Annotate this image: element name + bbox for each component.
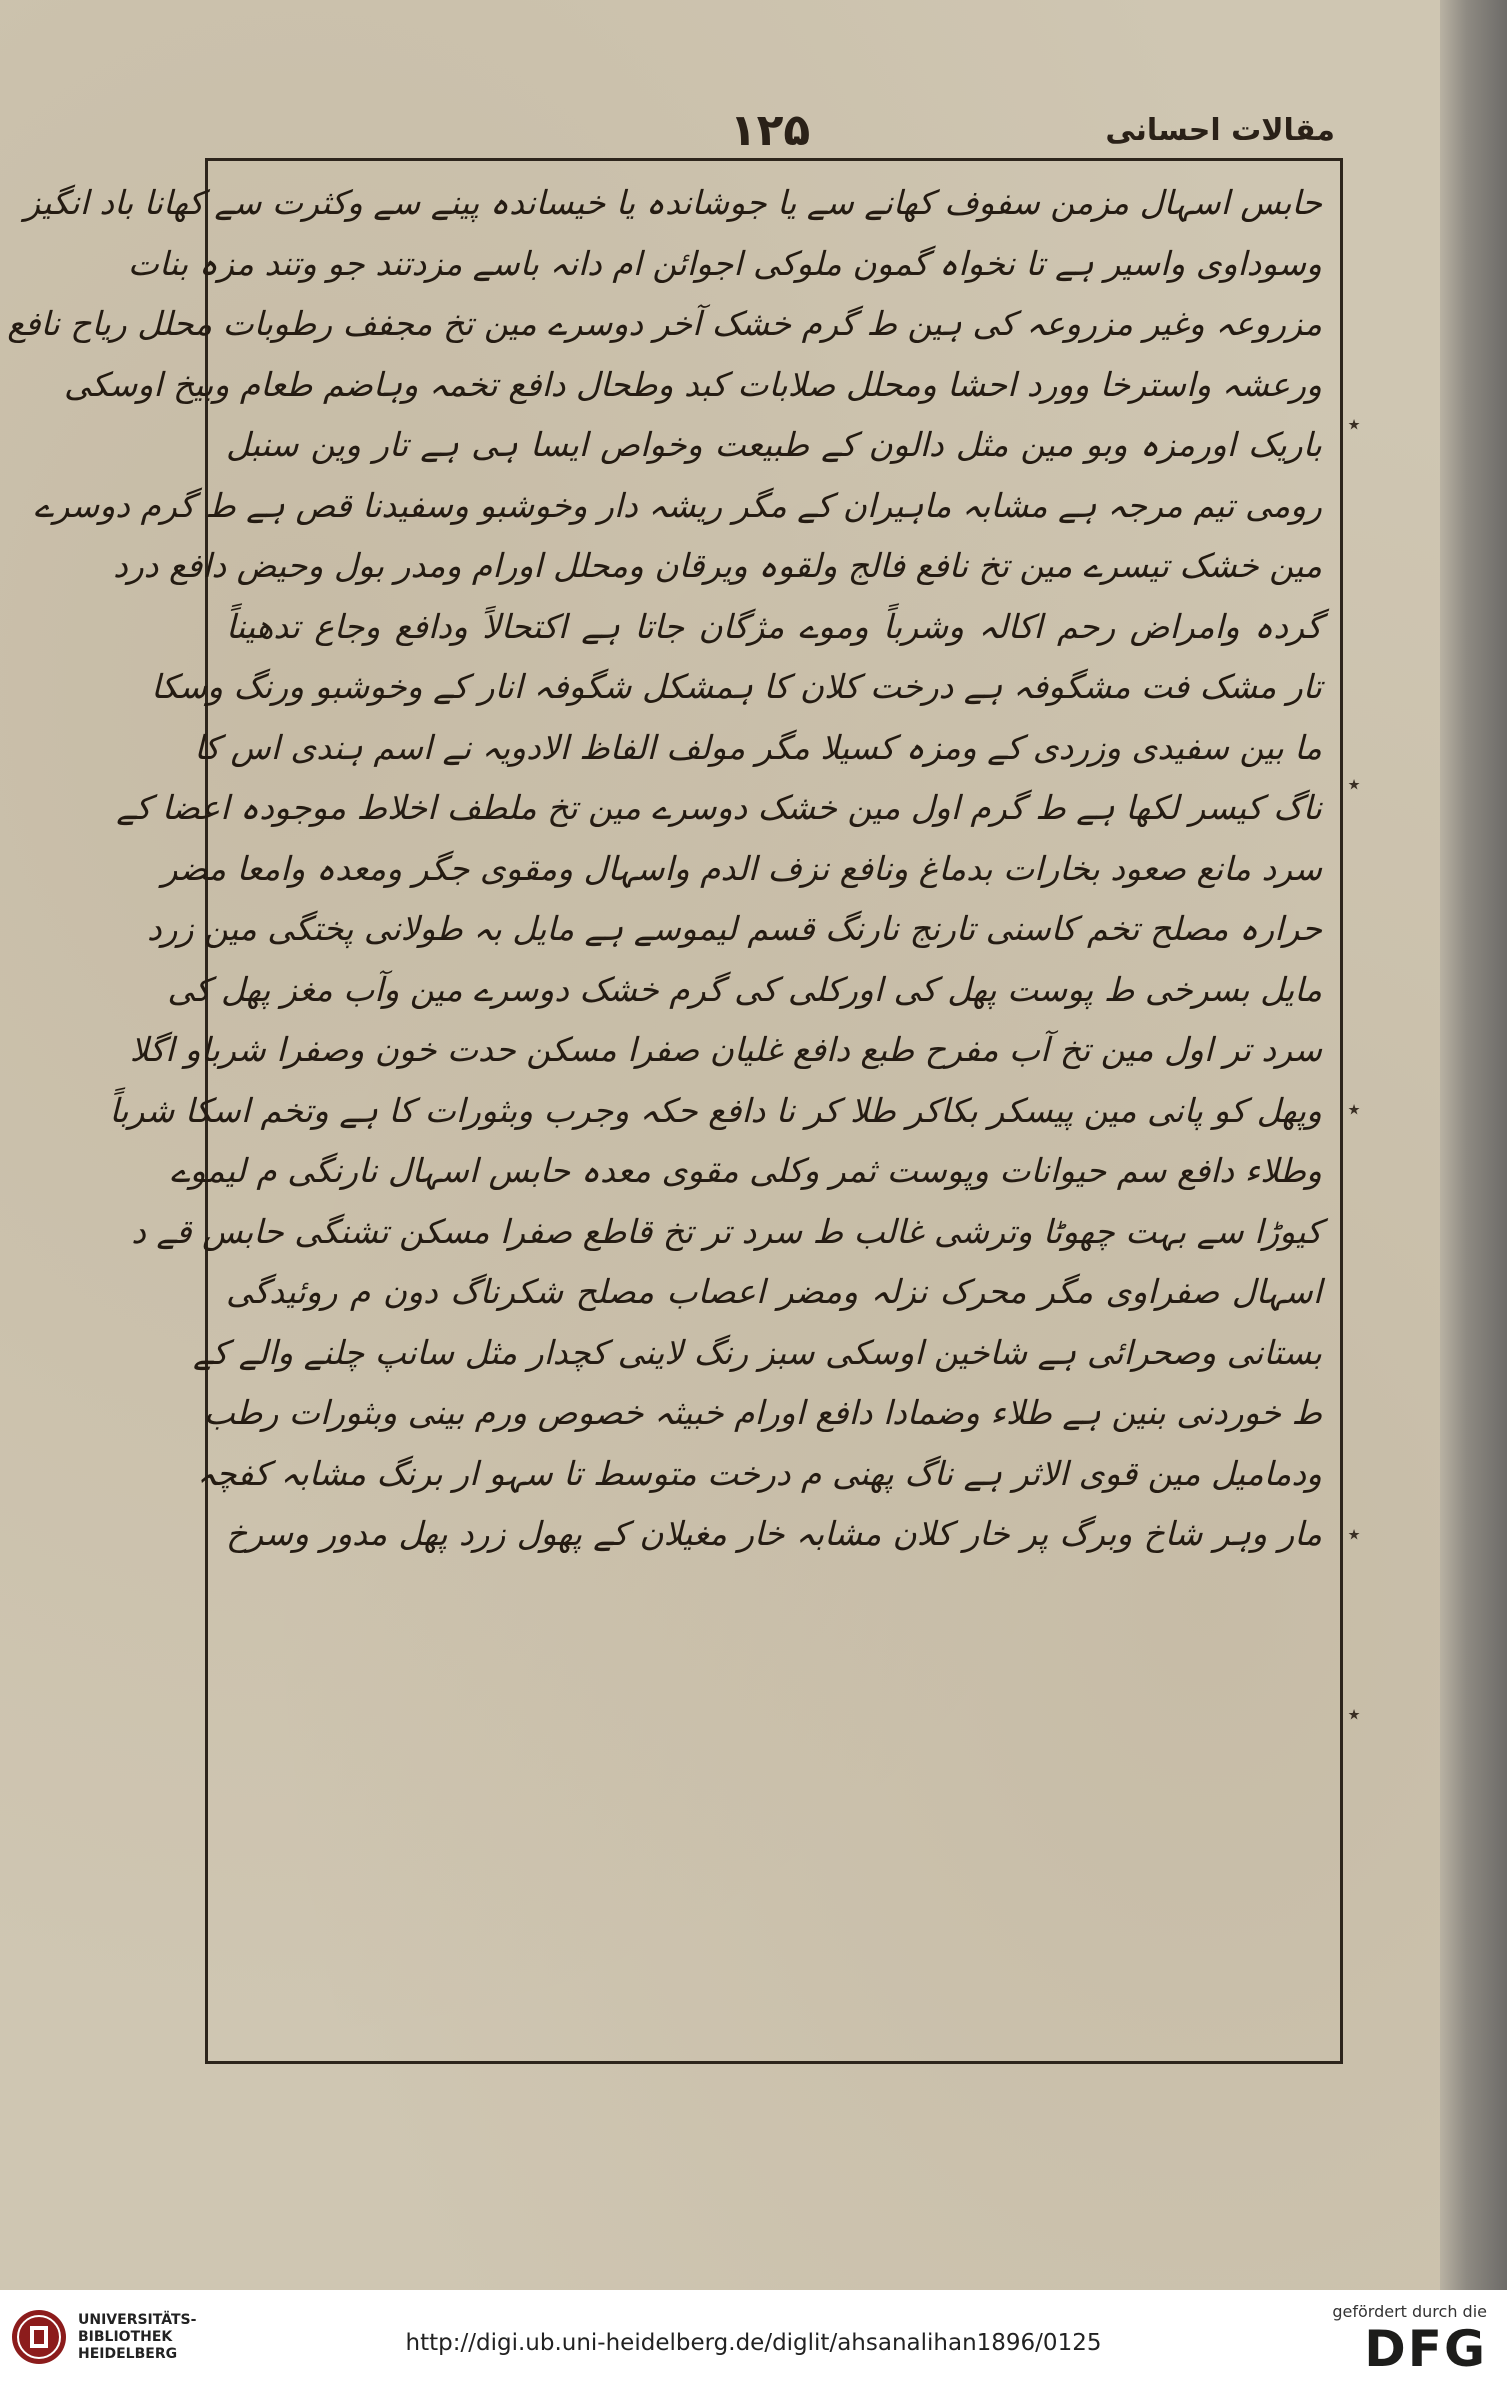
text-line: مین خشک تیسرے مین تخ نافع فالج ولقوہ ویرقان ومحلل اورام ومدر بول وحیض دافع درد [113, 546, 1322, 585]
text-line: ناگ کیسر لکھا ہے ط گرم اول مین خشک دوسرے مین تخ ملطف اخلاط موجودہ اعضا کے [116, 788, 1322, 827]
text-line: تار مشک فت مشگوفہ ہے درخت کلان کا ہمشکل شگوفہ انار کے وخوشبو ورنگ وسکا [151, 667, 1322, 706]
text-line: حرارہ مصلح تخم کاسنی تارنج نارنگ قسم لیموسے ہے مایل بہ طولانی پختگی مین زرد [146, 909, 1322, 948]
text-body [7, 173, 1322, 2049]
margin-mark: ٭ [1347, 1700, 1361, 1728]
text-line: ورعشہ واسترخا وورد احشا ومحلل صلابات کبد وطحال دافع تخمہ وہاضم طعام وبیخ اوسکی [64, 364, 1322, 404]
text-line: رومی تیم مرجہ ہے مشابہ ماہیران کے مگر ریشہ دار وخوشبو وسفیدنا قص ہے ط گرم دوسرے [34, 485, 1322, 525]
page-number: ۱۲۵ [729, 104, 811, 156]
text-line: مار وہر شاخ وبرگ پر خار کلان مشابہ خار مغیلان کے پھول زرد پھل مدور وسرخ [226, 1514, 1322, 1553]
text-line: ما بین سفیدی وزردی کے ومزہ کسیلا مگر مولف الفاظ الادویہ نے اسم ہندی اس کا [194, 727, 1322, 767]
sponsor-block[interactable] [1332, 2302, 1487, 2377]
text-line: سرد مانع صعود بخارات بدماغ ونافع نزف الدم واسہال ومقوی جگر ومعدہ وامعا مضر [161, 848, 1322, 888]
page-edge [1440, 0, 1507, 2290]
text-line: ودمامیل مین قوی الاثر ہے ناگ پھنی م درخت متوسط تا سہو ار برنگ مشابہ کفچہ [196, 1453, 1322, 1493]
text-line: مایل بسرخی ط پوست پھل کی اورکلی کی گرم خشک دوسرے مین وآب مغز پھل کی [167, 969, 1322, 1009]
page-header [205, 100, 1335, 160]
text-line: گردہ وامراض رحم اکالہ وشرباً وموے مژگان جاتا ہے اکتحالاً ودافع وجاع تدھیناً [226, 606, 1322, 646]
text-line: وپھل کو پانی مین پیسکر بکاکر طلا کر نا دافع حکہ وجرب وبثورات کا ہے وتخم اسکا شرباً [109, 1090, 1322, 1130]
text-line: حابس اسہال مزمن سفوف کھانے سے یا جوشاندہ یا خیساندہ پینے سے وکثرت سے کھانا باد انگیز [24, 183, 1322, 222]
text-line: ط خوردنی بنین ہے طلاء وضمادا دافع اورام خبیثہ خصوص ورم بینی وبثورات رطب [203, 1393, 1322, 1432]
text-line: سرد تر اول مین تخ آب مفرح طبع دافع غلیان صفرا مسکن حدت خون وصفرا شرباو اگلا [129, 1030, 1322, 1069]
text-line: وسوداوی واسیر ہے تا نخواہ گمون ملوکی اجوائن ام دانہ باسے مزدتند جو وتند مزہ بنات [127, 243, 1322, 283]
running-head: مقالات احسانی [1105, 112, 1335, 148]
library-name-line: BIBLIOTHEK [78, 2328, 173, 2345]
margin-mark: ٭ [1347, 770, 1361, 798]
text-line: اسہال صفراوی مگر محرک نزلہ ومضر اعصاب مصلح شکرناگ دون م روئیدگی [226, 1272, 1322, 1311]
text-frame [7, 158, 1343, 2064]
text-line: کیوڑا سے بہت چھوٹا وترشی غالب ط سرد تر تخ قاطع صفرا مسکن تشنگی حابس قے د [131, 1211, 1322, 1251]
margin-mark: ٭ [1347, 1095, 1361, 1123]
viewer-footer [0, 2290, 1507, 2405]
dfg-logo: DFG [1364, 2320, 1487, 2378]
permalink-url[interactable]: http://digi.ub.uni-heidelberg.de/diglit/ahsanalihan1896/0125 [405, 2330, 1102, 2356]
margin-mark: ٭ [1347, 1520, 1361, 1548]
library-name-line: UNIVERSITÄTS- [78, 2311, 197, 2328]
text-line: وطلاء دافع سم حیوانات وپوست ثمر وکلی مقوی معدہ حابس اسہال نارنگی م لیموے [170, 1151, 1322, 1190]
library-name-line: HEIDELBERG [78, 2345, 178, 2362]
text-line: باریک اورمزہ وبو مین مثل دالون کے طبیعت وخواص ایسا ہی ہے تار وین سنبل [226, 425, 1322, 464]
sponsor-text: gefördert durch die [1332, 2302, 1487, 2321]
margin-mark: ٭ [1347, 410, 1361, 438]
text-line: مزروعہ وغیر مزروعہ کی ہین ط گرم خشک آخر دوسرے مین تخ مجفف رطوبات محلل ریاح نافع [7, 304, 1322, 343]
text-line: بستانی وصحرائی ہے شاخین اوسکی سبز رنگ لاینی کچدار مثل سانپ چلنے والے کے [193, 1332, 1322, 1372]
